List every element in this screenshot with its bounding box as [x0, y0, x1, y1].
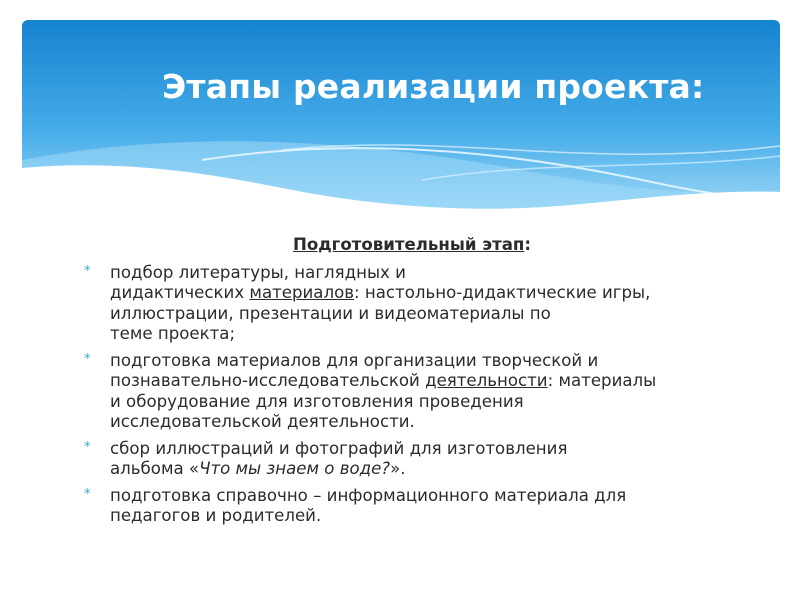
bullet-asterisk-icon: *: [84, 486, 91, 502]
slide-title: Этапы реализации проекта:: [162, 67, 705, 106]
wave-decoration: [22, 20, 780, 220]
list-line: подбор литературы, наглядных и: [110, 262, 406, 282]
list-line: подготовка справочно – информационного материала для: [110, 485, 627, 505]
list-line: подготовка материалов для организации творческой и: [110, 350, 599, 370]
bullet-list: [84, 263, 724, 527]
content-area: [84, 235, 724, 533]
list-item: [84, 486, 724, 527]
list-line: дидактических материалов: настольно-дидактические игры,: [110, 283, 651, 302]
album-title: Что мы знаем о воде?: [199, 459, 391, 478]
section-heading-text: Подготовительный этап: [292, 235, 525, 254]
list-line: иллюстрации, презентации и видеоматериалы по: [110, 303, 551, 323]
bullet-asterisk-icon: *: [84, 351, 91, 367]
link-materials[interactable]: материалов: [249, 283, 355, 302]
list-line: теме проекта;: [110, 324, 236, 343]
list-line: и оборудование для изготовления проведения: [110, 391, 524, 411]
link-activity[interactable]: деятельности: [425, 371, 548, 390]
list-item: [84, 263, 724, 345]
header-banner: [22, 20, 780, 220]
list-line: познавательно-исследовательской деятельности: материалы: [110, 371, 657, 390]
bullet-asterisk-icon: *: [84, 439, 91, 455]
list-line: сбор иллюстраций и фотографий для изготовления: [110, 438, 568, 458]
list-item: [84, 439, 724, 480]
list-line: исследовательской деятельности.: [110, 412, 415, 431]
list-line: альбома «Что мы знаем о воде?».: [110, 459, 406, 478]
list-item: [84, 351, 724, 433]
bullet-asterisk-icon: *: [84, 263, 91, 279]
list-line: педагогов и родителей.: [110, 506, 322, 525]
section-heading: Подготовительный этап:: [292, 235, 532, 254]
